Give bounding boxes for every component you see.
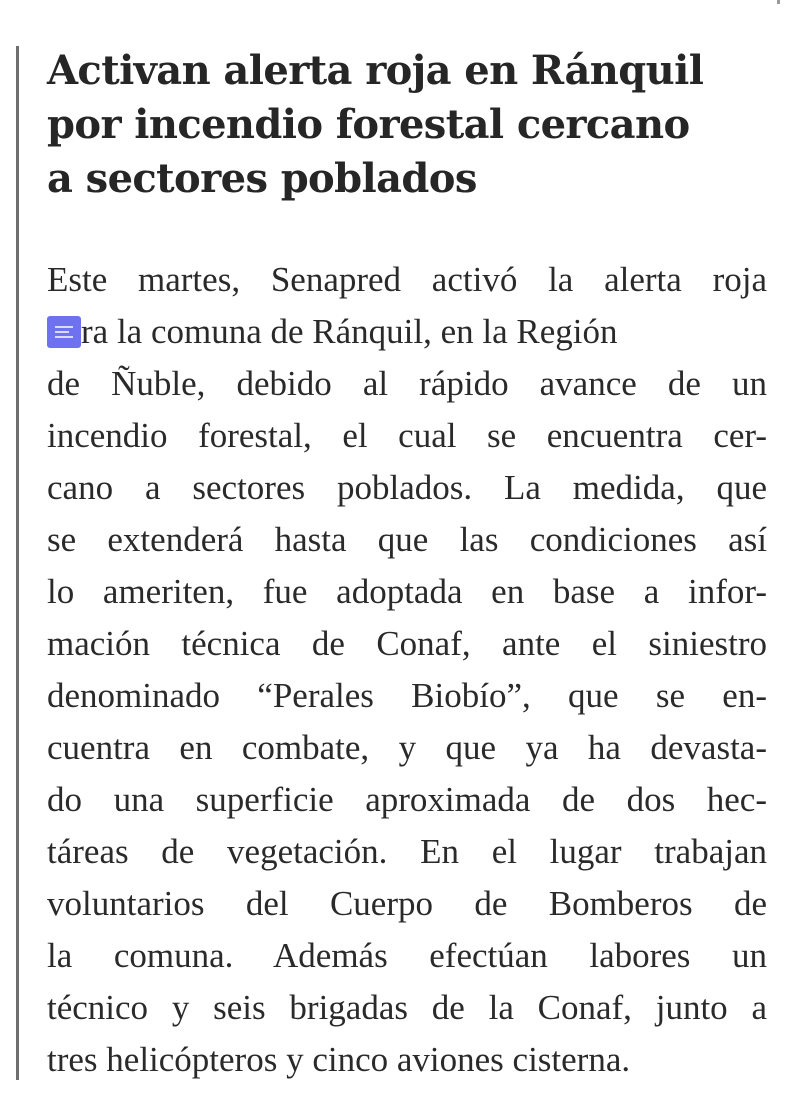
body-line: técnico y seis brigadas de la Conaf, junto a (47, 988, 767, 1027)
body-line: voluntarios del Cuerpo de Bomberos de (47, 884, 767, 923)
body-line: de Ñuble, debido al rápido avance de un (47, 364, 767, 403)
corner-mark (777, 0, 780, 4)
body-line-last: tres helicópteros y cinco aviones cisterna. (47, 1040, 631, 1079)
note-icon[interactable] (47, 316, 81, 348)
body-line: cuentra en combate, y que ya ha devasta- (47, 728, 767, 767)
body-line: táreas de vegetación. En el lugar trabajan (47, 832, 767, 871)
headline-line: por incendio forestal cercano (47, 101, 690, 148)
body-line: cano a sectores poblados. La medida, que (47, 468, 767, 507)
headline-line: a sectores poblados (47, 155, 477, 202)
headline (47, 44, 767, 206)
body-line: la comuna. Además efectúan labores un (47, 936, 767, 975)
article-body (47, 254, 767, 1086)
news-article (47, 44, 767, 1086)
headline-line: Activan alerta roja en Ránquil (47, 47, 704, 94)
body-line: se extenderá hasta que las condiciones así (47, 520, 767, 559)
body-line-with-note (47, 306, 767, 358)
body-line-text: ra la comuna de Ránquil, en la Región (81, 312, 618, 351)
column-rule (16, 46, 19, 1080)
body-line: lo ameriten, fue adoptada en base a infor- (47, 572, 767, 611)
body-line: denominado “Perales Biobío”, que se en- (47, 676, 767, 715)
body-line: Este martes, Senapred activó la alerta roja (47, 260, 767, 299)
body-line: do una superficie aproximada de dos hec- (47, 780, 767, 819)
body-line: incendio forestal, el cual se encuentra cer- (47, 416, 767, 455)
body-line: mación técnica de Conaf, ante el siniestro (47, 624, 767, 663)
